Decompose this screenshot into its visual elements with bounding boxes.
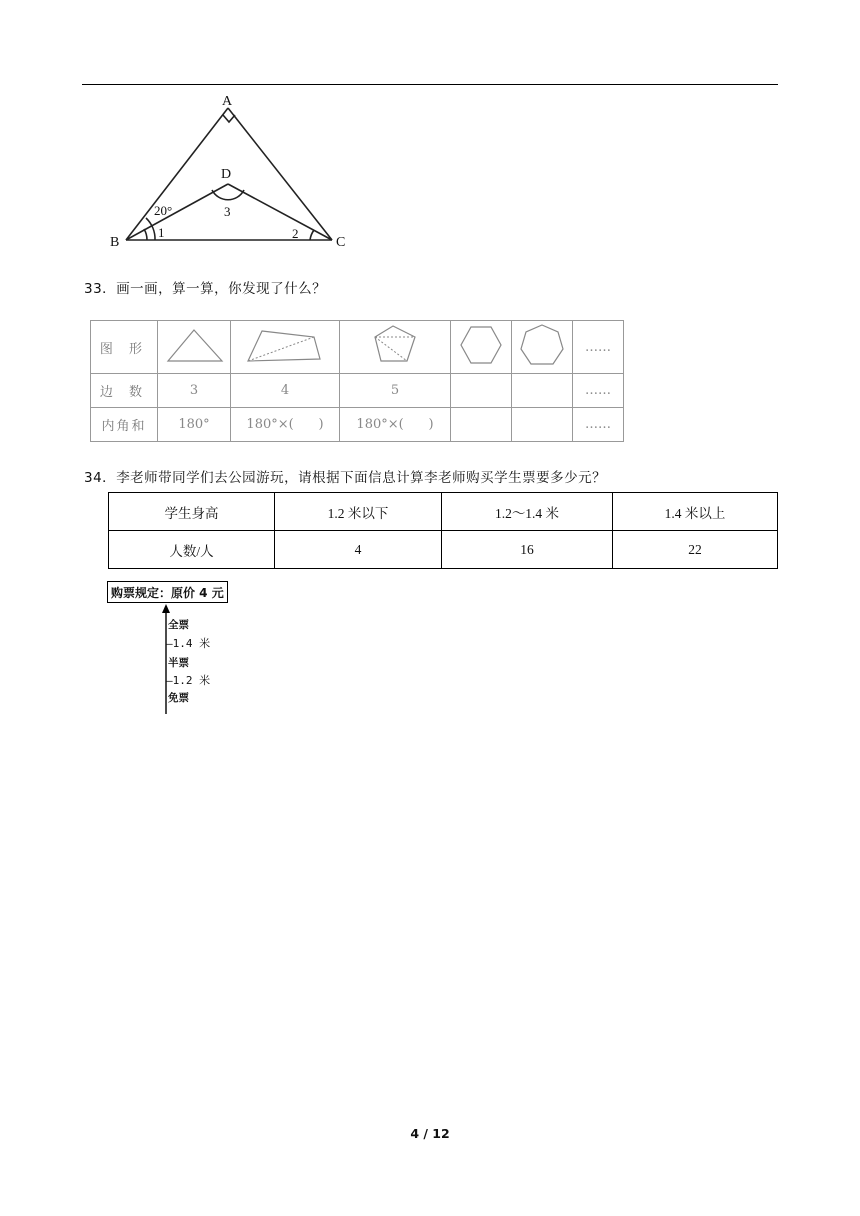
table-header-cell: 学生身高 <box>109 493 275 531</box>
angle-2-label: 2 <box>292 226 299 241</box>
header-rule <box>82 84 778 85</box>
height-mark-1-4: —1.4 米 <box>166 637 211 650</box>
table-header-cell: 1.4 米以上 <box>613 493 778 531</box>
row-label-angle-sum: 内角和 <box>91 408 158 442</box>
pentagon-shape-icon <box>365 323 425 367</box>
purchase-rule-title: 购票规定：原价 4 元 <box>107 581 228 603</box>
row-label-shape: 图 形 <box>91 321 158 374</box>
table-header-cell: 1.2～1.4 米 <box>442 493 613 531</box>
angle-sum-cell: 180° <box>158 408 231 442</box>
table-cell: 人数/人 <box>109 531 275 569</box>
sides-cell: 4 <box>231 374 340 408</box>
angle-sum-cell <box>451 408 512 442</box>
full-ticket-label: 全票 <box>168 619 189 631</box>
hexagon-shape-icon <box>457 323 505 367</box>
page-number: 4 / 12 <box>410 1126 450 1141</box>
student-height-table <box>108 492 778 569</box>
vertex-b-label: B <box>110 235 120 250</box>
sides-cell <box>512 374 573 408</box>
angle-sum-cell: 180°×( ) <box>340 408 451 442</box>
angle-sum-cell: …… <box>573 408 624 442</box>
polygon-angle-table <box>90 320 624 442</box>
shape-ellipsis: …… <box>573 321 624 374</box>
angle-3-label: 3 <box>224 204 231 219</box>
free-ticket-label: 免票 <box>168 692 189 704</box>
shape-pentagon <box>340 321 451 374</box>
shape-heptagon <box>512 321 573 374</box>
quadrilateral-shape-icon <box>240 325 330 365</box>
vertex-a-label: A <box>222 94 233 109</box>
table-cell: 16 <box>442 531 613 569</box>
heptagon-shape-icon <box>517 322 567 368</box>
height-mark-1-2: —1.2 米 <box>166 674 211 687</box>
sides-cell <box>451 374 512 408</box>
question-33 <box>84 277 326 297</box>
shape-triangle <box>158 321 231 374</box>
row-label-sides: 边 数 <box>91 374 158 408</box>
shape-hexagon <box>451 321 512 374</box>
shape-quadrilateral <box>231 321 340 374</box>
vertex-d-label: D <box>221 167 232 182</box>
question-34-text: 李老师带同学们去公园游玩，请根据下面信息计算李老师购买学生票要多少元？ <box>116 470 607 486</box>
sides-cell: 5 <box>340 374 451 408</box>
angle-20-label: 20° <box>154 203 173 218</box>
angle-1-label: 1 <box>158 225 165 240</box>
triangle-figure <box>100 92 400 254</box>
question-33-number: 33． <box>84 281 117 297</box>
sides-cell: …… <box>573 374 624 408</box>
question-33-text: 画一画，算一算，你发现了什么？ <box>116 281 327 297</box>
question-34 <box>84 466 606 486</box>
triangle-shape-icon <box>162 325 226 365</box>
sides-cell: 3 <box>158 374 231 408</box>
vertex-c-label: C <box>336 235 346 250</box>
question-34-number: 34． <box>84 470 117 486</box>
table-cell: 22 <box>613 531 778 569</box>
half-ticket-label: 半票 <box>168 657 189 669</box>
angle-sum-cell: 180°×( ) <box>231 408 340 442</box>
table-cell: 4 <box>275 531 442 569</box>
angle-sum-cell <box>512 408 573 442</box>
table-header-cell: 1.2 米以下 <box>275 493 442 531</box>
